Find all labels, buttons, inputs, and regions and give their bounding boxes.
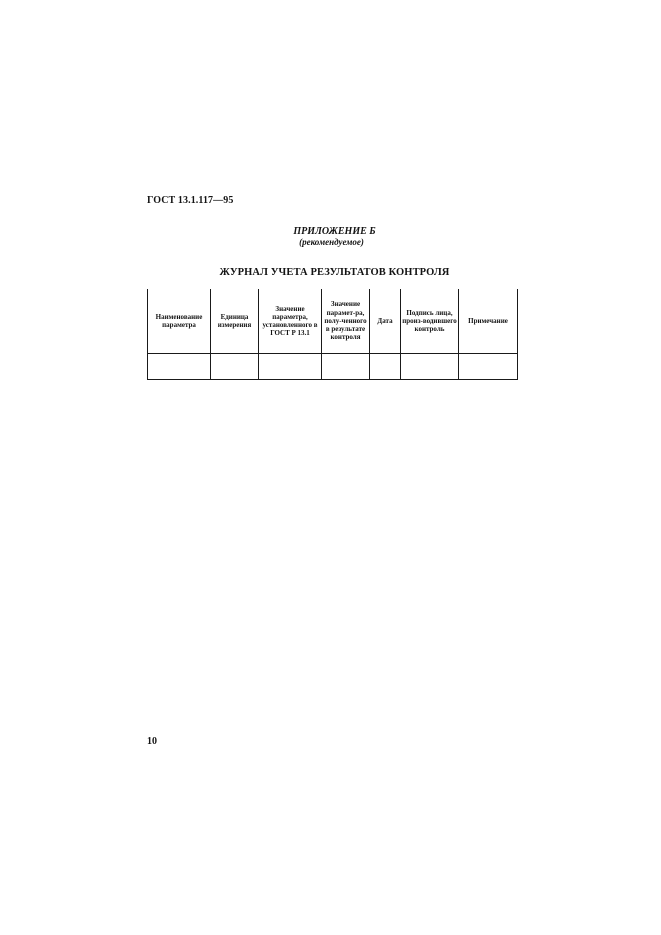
journal-table [147,289,518,380]
column-header: Значение параметра, установленного в ГОСТ Р 13.1 [259,289,322,354]
column-header: Примечание [459,289,518,354]
table-cell [322,354,370,380]
appendix-title: ПРИЛОЖЕНИЕ Б [293,226,376,237]
table-row [148,354,518,380]
table-cell [370,354,401,380]
table-header-row [148,289,518,354]
table-cell [459,354,518,380]
table-cell [211,354,259,380]
column-header: Единица измерения [211,289,259,354]
column-header: Значение парамет-ра, полу-ченного в результате контроля [322,289,370,354]
column-header: Наименование параметра [148,289,211,354]
table-cell [259,354,322,380]
appendix-heading [0,226,661,247]
page-number: 10 [147,736,157,747]
column-header: Дата [370,289,401,354]
table-cell [148,354,211,380]
table-cell [401,354,459,380]
column-header: Подпись лица, произ-водившего контроль [401,289,459,354]
journal-title: ЖУРНАЛ УЧЕТА РЕЗУЛЬТАТОВ КОНТРОЛЯ [219,267,450,278]
appendix-note: (рекомендуемое) [299,237,364,247]
document-code: ГОСТ 13.1.117—95 [147,195,234,206]
